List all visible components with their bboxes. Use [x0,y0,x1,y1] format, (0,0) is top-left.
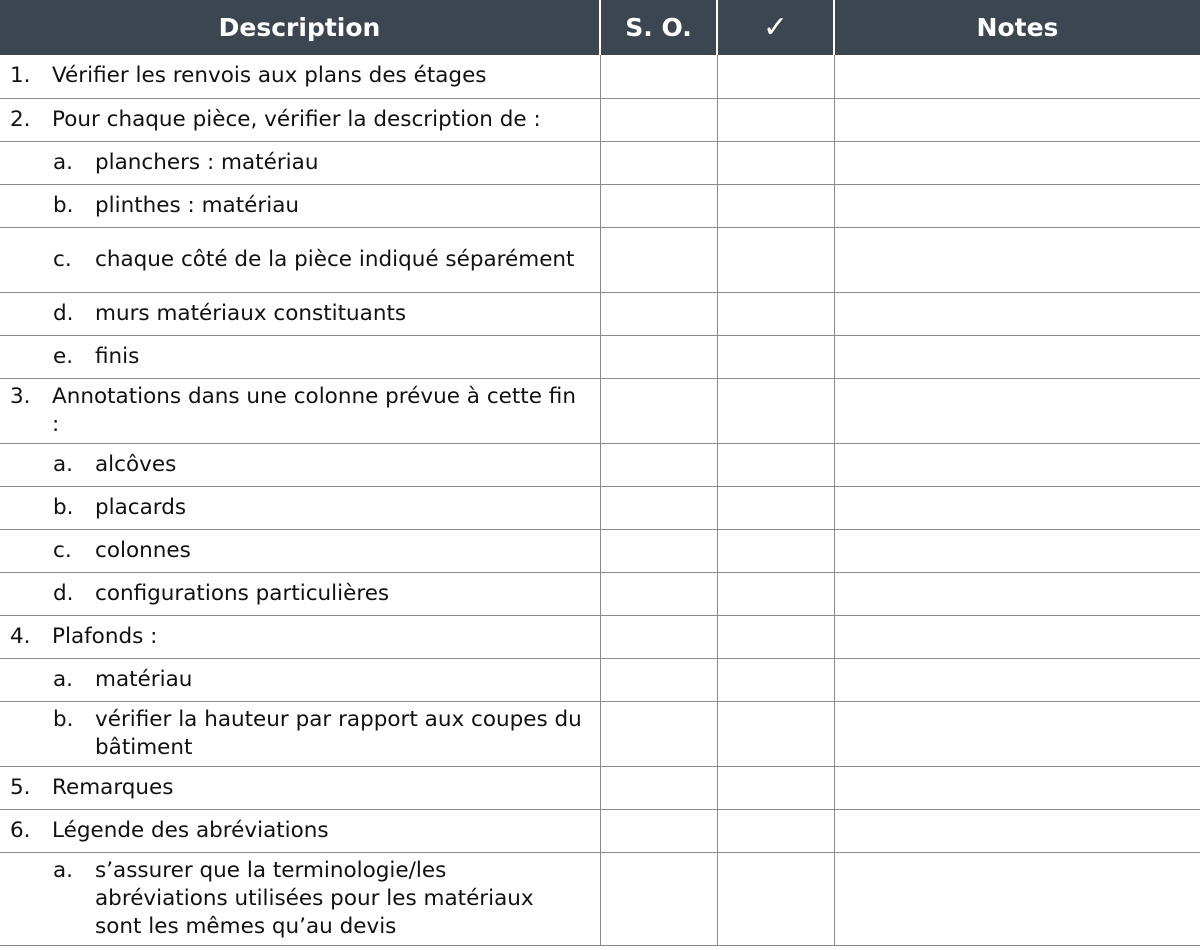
table-row [0,335,1200,378]
notes-cell[interactable] [834,615,1200,658]
notes-cell[interactable] [834,852,1200,945]
check-cell[interactable] [717,852,834,945]
table-row [0,809,1200,852]
item-text: Pour chaque pièce, vérifier la description de : [52,106,541,132]
item-text: alcôves [95,451,177,477]
check-cell[interactable] [717,184,834,227]
item-marker: e. [53,343,74,369]
notes-cell[interactable] [834,98,1200,141]
check-cell[interactable] [717,378,834,443]
description-cell [0,141,600,184]
so-cell[interactable] [600,292,717,335]
table-row [0,529,1200,572]
description-cell [0,378,600,443]
item-text: Vérifier les renvois aux plans des étages [52,63,487,89]
so-cell[interactable] [600,227,717,292]
item-marker: a. [53,451,74,477]
table-row [0,184,1200,227]
item-marker: a. [53,666,74,692]
notes-cell[interactable] [834,809,1200,852]
item-marker: c. [53,246,72,272]
header-description: Description [0,0,600,55]
so-cell[interactable] [600,572,717,615]
table-header [0,0,1200,55]
table-row [0,486,1200,529]
table-row [0,292,1200,335]
check-cell[interactable] [717,486,834,529]
description-cell [0,292,600,335]
so-cell[interactable] [600,184,717,227]
item-text: murs matériaux constituants [95,300,407,326]
notes-cell[interactable] [834,443,1200,486]
description-cell [0,572,600,615]
notes-cell[interactable] [834,701,1200,766]
so-cell[interactable] [600,852,717,945]
so-cell[interactable] [600,766,717,809]
notes-cell[interactable] [834,55,1200,98]
description-cell [0,658,600,701]
description-cell [0,852,600,945]
description-cell [0,227,600,292]
item-marker: b. [53,192,74,218]
so-cell[interactable] [600,141,717,184]
description-cell [0,701,600,766]
item-marker: 1. [10,63,31,89]
notes-cell[interactable] [834,184,1200,227]
item-marker: b. [53,706,74,732]
so-cell[interactable] [600,55,717,98]
so-cell[interactable] [600,529,717,572]
item-marker: 5. [10,774,31,800]
check-cell[interactable] [717,701,834,766]
check-cell[interactable] [717,572,834,615]
check-cell[interactable] [717,809,834,852]
table-row [0,852,1200,945]
table-body [0,55,1200,945]
item-marker: d. [53,580,74,606]
notes-cell[interactable] [834,529,1200,572]
item-text: Légende des abréviations [52,817,329,843]
notes-cell[interactable] [834,335,1200,378]
item-text: plinthes : matériau [95,192,300,218]
notes-cell[interactable] [834,378,1200,443]
item-marker: 2. [10,106,31,132]
item-text: Annotations dans une colonne prévue à cette fin : [52,383,576,437]
so-cell[interactable] [600,615,717,658]
header-notes: Notes [834,0,1200,55]
table-row [0,378,1200,443]
table-row [0,701,1200,766]
item-marker: a. [53,857,74,883]
check-cell[interactable] [717,615,834,658]
notes-cell[interactable] [834,572,1200,615]
table-row [0,572,1200,615]
check-cell[interactable] [717,292,834,335]
check-cell[interactable] [717,141,834,184]
so-cell[interactable] [600,486,717,529]
item-text: placards [95,494,187,520]
description-cell [0,615,600,658]
so-cell[interactable] [600,809,717,852]
check-cell[interactable] [717,335,834,378]
item-marker: 4. [10,623,31,649]
check-cell[interactable] [717,658,834,701]
description-cell [0,55,600,98]
notes-cell[interactable] [834,658,1200,701]
table-row [0,443,1200,486]
item-marker: 3. [10,383,31,409]
item-marker: d. [53,300,74,326]
description-cell [0,766,600,809]
item-marker: a. [53,149,74,175]
item-marker: 6. [10,817,31,843]
check-cell[interactable] [717,766,834,809]
so-cell[interactable] [600,701,717,766]
table-row [0,615,1200,658]
table-row [0,658,1200,701]
item-text: finis [95,343,140,369]
table-row [0,766,1200,809]
item-text: configurations particulières [95,580,390,606]
so-cell[interactable] [600,378,717,443]
item-text: s’assurer que la terminologie/les abréviations utilisées pour les matériaux sont les mêmes qu’au devis [95,857,534,939]
item-text: vérifier la hauteur par rapport aux coupes du bâtiment [95,706,582,760]
notes-cell[interactable] [834,486,1200,529]
item-text: chaque côté de la pièce indiqué séparément [95,246,575,272]
notes-cell[interactable] [834,292,1200,335]
item-marker: b. [53,494,74,520]
item-text: matériau [95,666,193,692]
header-so: S. O. [600,0,717,55]
table-row [0,55,1200,98]
check-cell[interactable] [717,98,834,141]
table-row [0,98,1200,141]
item-text: colonnes [95,537,191,563]
check-cell[interactable] [717,529,834,572]
check-cell[interactable] [717,55,834,98]
notes-cell[interactable] [834,766,1200,809]
check-cell[interactable] [717,443,834,486]
so-cell[interactable] [600,443,717,486]
description-cell [0,529,600,572]
table-row [0,141,1200,184]
description-cell [0,335,600,378]
item-text: Remarques [52,774,174,800]
item-text: Plafonds : [52,623,158,649]
description-cell [0,443,600,486]
description-cell [0,486,600,529]
header-checkmark-icon: ✓ [717,0,834,55]
item-marker: c. [53,537,72,563]
description-cell [0,809,600,852]
check-cell[interactable] [717,227,834,292]
so-cell[interactable] [600,98,717,141]
description-cell [0,98,600,141]
item-text: planchers : matériau [95,149,319,175]
table-row [0,227,1200,292]
so-cell[interactable] [600,658,717,701]
so-cell[interactable] [600,335,717,378]
notes-cell[interactable] [834,227,1200,292]
notes-cell[interactable] [834,141,1200,184]
description-cell [0,184,600,227]
